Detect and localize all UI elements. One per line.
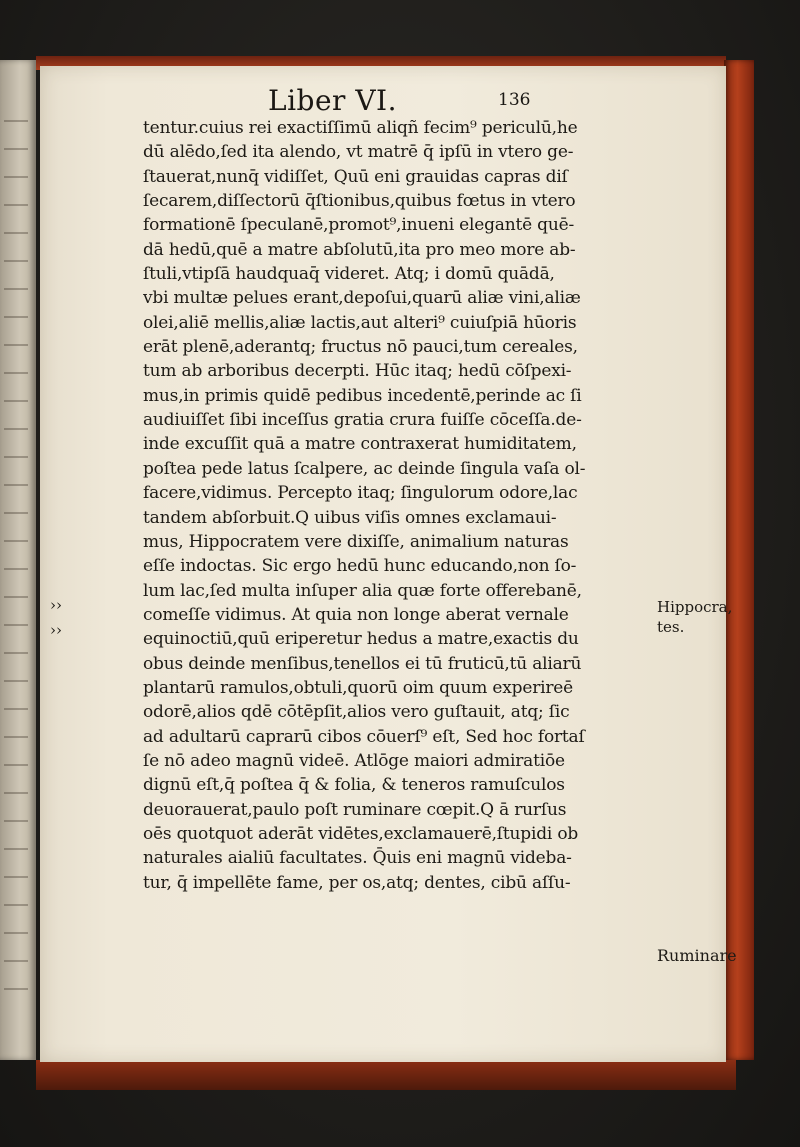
text-line: dignū eſt,q̄ poſtea q̄ & folia, & teneros ramuſculos: [143, 775, 565, 796]
margin-note-line: Hippocra,: [657, 598, 733, 616]
body-text: [143, 116, 649, 895]
text-line: dā hedū,quē a matre abſolutū,ita pro meo more ab-: [143, 239, 576, 260]
text-line: mus,in primis quidē pedibus incedentē,perinde ac ſi: [143, 385, 582, 406]
text-line: ſtauerat,nunq̄ vidiſſet, Quū eni grauidas capras diſ: [143, 166, 568, 187]
previous-page-edge: [0, 60, 36, 1060]
text-line: tum ab arboribus decerpti. Hūc itaq; hedū cōſpexi-: [143, 361, 572, 382]
margin-note-line: Ruminare: [657, 946, 737, 965]
book-cover-bottom-edge: [36, 1060, 736, 1090]
margin-note-line: tes.: [657, 618, 685, 636]
book-page: [40, 66, 737, 1062]
text-line: equinoctiū,quū eriperetur hedus a matre,exactis du: [143, 629, 579, 650]
text-line: poſtea pede latus ſcalpere, ac deinde ſingula vaſa ol-: [143, 458, 586, 479]
text-line: mus, Hippocratem vere dixiſſe, animalium naturas: [143, 531, 569, 552]
text-line: dū alēdo,ſed ita alendo, vt matrē q̄ ipſū in vtero ge-: [143, 142, 574, 163]
text-line: ad adultarū caprarū cibos cōuerſ⁹ eſt, Sed hoc fortaſ: [143, 726, 585, 747]
text-line: tandem abſorbuit.Q uibus viſis omnes exclamaui-: [143, 507, 557, 528]
text-line: erāt plenē,aderantq; fructus nō pauci,tum cereales,: [143, 337, 578, 358]
text-line: oēs quotquot aderāt vidētes,exclamauerē,ſtupidi ob: [143, 823, 579, 844]
quotation-mark: ››: [50, 621, 62, 639]
page-number: 136: [498, 90, 531, 110]
previous-page-text-marks: [4, 120, 28, 1000]
text-line: obus deinde menſibus,tenellos ei tū fruticū,tū aliarū: [143, 653, 582, 674]
margin-note-hippocrates: [657, 597, 732, 637]
quotation-mark: ››: [50, 596, 62, 614]
text-line: formationē ſpeculanē,promot⁹,inueni elegantē quē-: [143, 215, 575, 236]
running-head-title: Liber VI.: [268, 84, 398, 117]
text-line: olei,aliē mellis,aliæ lactis,aut alteri⁹ cuiuſpiā hūoris: [143, 312, 577, 333]
text-line: ſtuli,vtipſā haudquaq̄ videret. Atq; i domū quādā,: [143, 264, 555, 285]
text-line: inde excuſſit quā a matre contraxerat humiditatem,: [143, 434, 577, 455]
text-line: vbi multæ pelues erant,depoſui,quarū aliæ vini,aliæ: [143, 288, 581, 309]
text-line: tentur.cuius rei exactiſſimū aliqñ fecim⁹ periculū,he: [143, 118, 578, 138]
running-head: [40, 84, 726, 120]
text-line: deuorauerat,paulo poſt ruminare cœpit.Q ā rurſus: [143, 799, 567, 820]
text-line: lum lac,ſed multa inſuper alia quæ forte offerebanē,: [143, 580, 582, 601]
text-line: eſſe indoctas. Sic ergo hedū hunc educando,non ſo-: [143, 556, 577, 577]
text-line: ſe nō adeo magnū videē. Atlōge maiori admiratiōe: [143, 750, 565, 771]
text-line: ſecarem,diſſectorū q̄ſtionibus,quibus fœtus in vtero: [143, 191, 576, 212]
book-cover-right-edge: [724, 60, 754, 1060]
text-line: naturales aialiū facultates. Q̄uis eni magnū videba-: [143, 848, 572, 869]
text-line: plantarū ramulos,obtuli,quorū oim quum experireē: [143, 677, 574, 698]
text-line: comeſſe vidimus. At quia non longe aberat vernale: [143, 604, 569, 625]
text-line: audiuiſſet ſibi inceſſus gratia crura fuiſſe cōceſſa.de-: [143, 410, 582, 431]
text-line: odorē,alios qdē cōtēpſit,alios vero guſtauit, atq; ſic: [143, 702, 570, 723]
margin-note-ruminare: [657, 946, 737, 966]
text-line: tur, q̄ impellēte fame, per os,atq; dentes, cibū aſſu-: [143, 872, 571, 893]
text-line: facere,vidimus. Percepto itaq; ſingulorum odore,lac: [143, 483, 578, 504]
